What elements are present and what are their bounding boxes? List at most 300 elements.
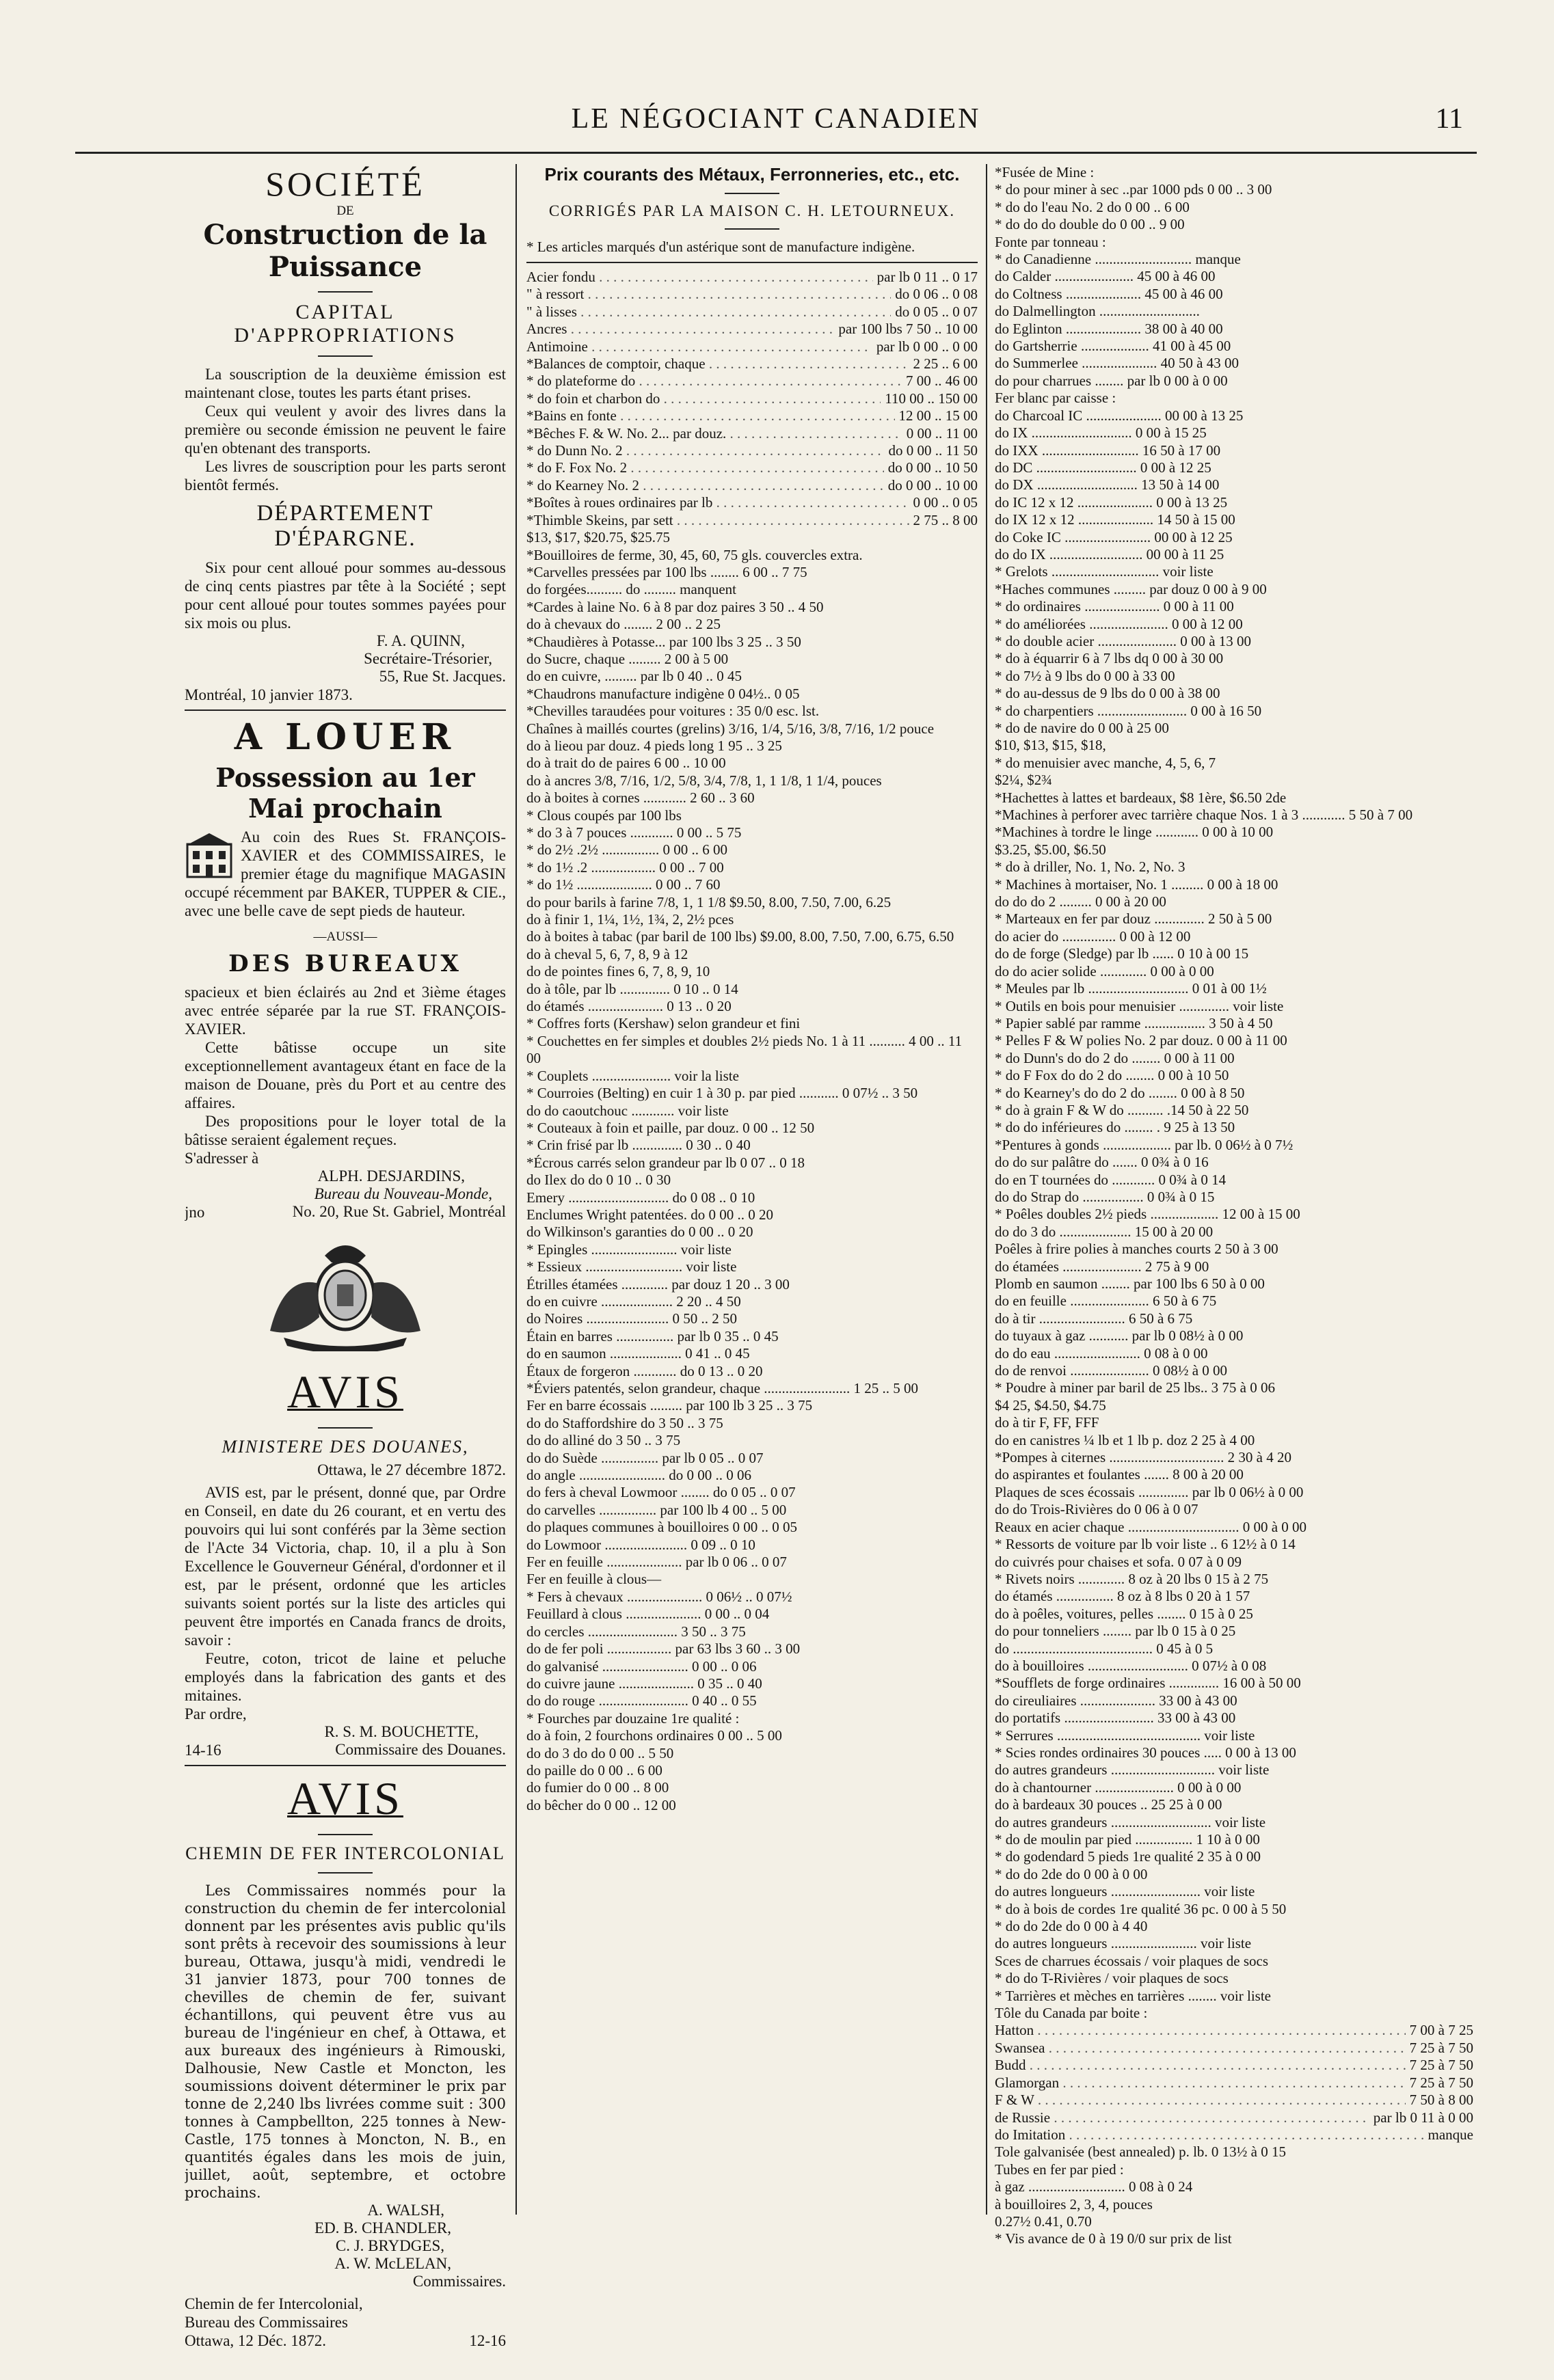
price-line: do à boites à cornes ............ 2 60 .. 3 60	[526, 789, 755, 807]
price-line: do Sucre, chaque ......... 2 00 à 5 00	[526, 650, 729, 667]
item-price: 7 00 .. 46 00	[906, 373, 978, 390]
price-line: * do pour miner à sec ..par 1000 pds 0 00 .. 3 00	[995, 181, 1272, 198]
price-line: do étamés ................ 8 oz à 8 lbs 0 20 à 1 57	[995, 1588, 1250, 1605]
price-row	[526, 355, 978, 373]
louer-signature-office: Bureau du Nouveau-Monde,	[314, 1185, 492, 1202]
price-line: *Pompes à citernes ................................ 2 30 à 4 20	[995, 1449, 1291, 1466]
price-line: do Ilex do do 0 10 .. 0 30	[526, 1172, 671, 1189]
price-line: do IXX ........................... 16 50 à 17 00	[995, 442, 1221, 459]
column-right	[995, 164, 1473, 2248]
price-row	[526, 321, 978, 338]
price-line: do do do 2 ......... 0 00 à 20 00	[995, 893, 1166, 910]
price-line: *Machines à tordre le linge ............ 0 00 à 10 00	[995, 824, 1274, 841]
price-line: do de pointes fines 6, 7, 8, 9, 10	[526, 963, 710, 980]
item-name: * do foin et charbon do . . .	[526, 390, 881, 407]
price-line: * Grelots .............................. voir liste	[995, 563, 1214, 580]
item-price: 7 25 à 7 50	[1409, 2057, 1473, 2074]
item-price: 7 25 à 7 50	[1409, 2074, 1473, 2091]
price-line: do DX ............................ 13 50 à 14 00	[995, 476, 1220, 493]
price-line: *Éviers patentés, selon grandeur, chaque ........................ 1 25 .. 5 00	[526, 1380, 919, 1396]
price-row	[526, 459, 978, 476]
price-line: do galvanisé ........................ 0 00 .. 0 06	[526, 1658, 757, 1675]
price-line: do do caoutchouc ............ voir liste	[526, 1102, 729, 1119]
price-line: * do de navire do 0 00 à 25 00	[995, 720, 1169, 736]
item-name: Ancres . . .	[526, 321, 834, 338]
price-line: do cireuliaires ..................... 33 00 à 43 00	[995, 1692, 1237, 1709]
societe-de: DE	[336, 204, 354, 218]
divider	[318, 1427, 373, 1429]
price-line: do en saumon .................... 0 41 .. 0 45	[526, 1345, 750, 1362]
header-rule	[75, 152, 1477, 154]
item-price: 7 00 à 7 25	[1409, 2022, 1473, 2039]
avis-date: Ottawa, le 27 décembre 1872.	[317, 1461, 506, 1478]
price-line: Feuillard à clous ..................... 0 00 .. 0 04	[526, 1606, 770, 1623]
price-line: do Noires ....................... 0 50 .. 2 50	[526, 1310, 737, 1327]
divider	[318, 1834, 373, 1835]
price-row	[995, 2022, 1473, 2039]
price-list-note: * Les articles marqués d'un astérique sont de manufacture indigène.	[526, 239, 915, 255]
price-line: do plaques communes à bouilloires 0 00 .. 0 05	[526, 1519, 798, 1536]
divider	[725, 193, 779, 194]
price-line: Poêles à frire polies à manches courts 2 50 à 3 00	[995, 1241, 1278, 1258]
item-name: de Russie . . .	[995, 2109, 1369, 2126]
price-line: do à ancres 3/8, 7/16, 1/2, 5/8, 3/4, 7/8, 1, 1 1/8, 1 1/4, pouces	[526, 772, 882, 789]
price-line: do à trait do de paires 6 00 .. 10 00	[526, 755, 726, 772]
price-line: * do 3 à 7 pouces ............ 0 00 .. 5 75	[526, 824, 742, 841]
price-line: * do do inférieures do ........ . 9 25 à 13 50	[995, 1119, 1235, 1136]
price-lines	[526, 529, 978, 1814]
price-row	[995, 2109, 1473, 2126]
price-line: * Fourches par douzaine 1re qualité :	[526, 1709, 740, 1727]
avis-footer-address	[185, 2295, 363, 2350]
item-name: *Bêches F. & W. No. 2... par douz. . . .	[526, 425, 902, 442]
price-line: do angle ........................ do 0 00 .. 0 06	[526, 1467, 751, 1484]
price-line: do do Suède ................ par lb 0 05 .. 0 07	[526, 1449, 764, 1466]
price-line: *Cardes à laine No. 6 à 8 par doz paires 3 50 .. 4 50	[526, 598, 824, 615]
louer-subtitle: Possession au 1er Mai prochain	[215, 762, 475, 824]
price-row	[526, 373, 978, 390]
price-line: * Serrures ........................................ voir liste	[995, 1727, 1255, 1744]
louer-paragraph: Des propositions pour le loyer total de la bâtisse seraient également reçues.	[185, 1113, 506, 1148]
price-line: * do 1½ ..................... 0 00 .. 7 60	[526, 876, 721, 893]
price-table	[526, 269, 978, 529]
price-line: *Soufflets de forge ordinaires .............. 16 00 à 50 00	[995, 1675, 1301, 1692]
price-line: *Chevilles taraudées pour voitures : 35 0/0 esc. lst.	[526, 703, 820, 720]
societe-paragraph: Six pour cent alloué pour sommes au-dessous de cinq cents piastres par tête à la Société ; sept pour cent alloué pour toutes sommes payées pour six mois ou plus.	[185, 559, 506, 632]
price-line: do à foin, 2 fourchons ordinaires 0 00 .. 5 00	[526, 1727, 782, 1744]
price-line: do IC 12 x 12 ..................... 0 00 à 13 25	[995, 493, 1228, 511]
price-line: do de renvoi ...................... 0 08½ à 0 00	[995, 1362, 1228, 1379]
avis-intercolonial-section	[185, 1772, 506, 2350]
price-line: do autres longueurs ........................ voir liste	[995, 1935, 1252, 1952]
price-line: * do 1½ .2 .................. 0 00 .. 7 00	[526, 858, 724, 876]
price-line: do Coke IC ........................ 00 00 à 12 25	[995, 528, 1233, 545]
item-name: Acier fondu . . .	[526, 269, 873, 286]
price-line: Fer en barre écossais ......... par 100 lb 3 25 .. 3 75	[526, 1397, 813, 1414]
item-price: manque	[1428, 2126, 1473, 2143]
price-row	[526, 269, 978, 286]
societe-dept-heading: DÉPARTEMENT D'ÉPARGNE.	[256, 501, 434, 551]
price-line: * Marteaux en fer par douz .............. 2 50 à 5 00	[995, 910, 1272, 928]
column-rule-left	[515, 164, 517, 2215]
price-line: do Wilkinson's garanties do 0 00 .. 0 20	[526, 1223, 753, 1241]
page-header	[75, 103, 1477, 150]
price-line: * do 2½ .2½ ................ 0 00 .. 6 00	[526, 841, 727, 858]
price-line: Reaux en acier chaque ............................... 0 00 à 0 00	[995, 1518, 1307, 1535]
price-line: do autres grandeurs ............................ voir liste	[995, 1813, 1266, 1830]
price-line: * Meules par lb ............................ 0 01 à 00 1½	[995, 980, 1267, 997]
price-row	[526, 286, 978, 303]
commissioner-signature: A. WALSH,	[367, 2202, 444, 2219]
avis-title: AVIS	[287, 1366, 403, 1418]
item-price: par lb 0 00 .. 0 00	[876, 338, 978, 355]
item-name: * do Kearney No. 2 . . .	[526, 477, 884, 494]
price-line: Tubes en fer par pied :	[995, 2161, 1124, 2178]
price-line: do autres longueurs ......................... voir liste	[995, 1883, 1255, 1900]
louer-paragraph: Au coin des Rues St. FRANÇOIS-XAVIER et des COMMISSAIRES, le premier étage du magnifique MAGASIN occupé récemment par BAKER, TUPPER & CIE., avec une belle cave de sept pieds de hauteur.	[185, 828, 506, 919]
price-line: Emery ............................ do 0 08 .. 0 10	[526, 1189, 755, 1206]
price-line: Plomb en saumon ........ par 100 lbs 6 50 à 0 00	[995, 1275, 1265, 1292]
price-line: * do menuisier avec manche, 4, 5, 6, 7	[995, 754, 1216, 771]
price-line: Étain en barres ................ par lb 0 35 .. 0 45	[526, 1327, 779, 1344]
item-name: *Thimble Skeins, par sett . . .	[526, 512, 909, 529]
price-line: * do à équarrir 6 à 7 lbs dq 0 00 à 30 00	[995, 650, 1224, 667]
item-price: par 100 lbs 7 50 .. 10 00	[838, 321, 978, 338]
item-name: *Bains en fonte . . .	[526, 407, 895, 424]
price-line: do Charcoal IC ..................... 00 00 à 13 25	[995, 407, 1244, 424]
price-line: * do double acier ...................... 0 00 à 13 00	[995, 632, 1252, 649]
price-line: * do à grain F & W do .......... .14 50 à 22 50	[995, 1101, 1249, 1118]
price-line: $13, $17, $20.75, $25.75	[526, 529, 670, 546]
price-row	[526, 477, 978, 494]
footer-line: Bureau des Commissaires	[185, 2314, 348, 2331]
item-price: par lb 0 11 à 0 00	[1373, 2109, 1473, 2126]
price-line: do cuivre jaune ..................... 0 35 .. 0 40	[526, 1675, 762, 1692]
price-line: do do sur palâtre do ....... 0 0¾ à 0 16	[995, 1154, 1209, 1171]
commissioner-signature: ED. B. CHANDLER,	[314, 2219, 451, 2236]
item-name: * do plateforme do . . .	[526, 373, 902, 390]
item-name: Swansea . . .	[995, 2040, 1406, 2057]
column-middle	[526, 164, 978, 1814]
price-line: do Gartsherrie ................... 41 00 à 45 00	[995, 338, 1231, 355]
item-price: 7 50 à 8 00	[1409, 2092, 1473, 2109]
price-row	[526, 425, 978, 442]
price-row	[995, 2126, 1473, 2144]
price-line: do IX 12 x 12 ..................... 14 50 à 15 00	[995, 511, 1235, 528]
avis-title: AVIS	[287, 1772, 403, 1824]
price-line: * do do T-Rivières / voir plaques de socs	[995, 1970, 1229, 1987]
newspaper-title: LE NÉGOCIANT CANADIEN	[571, 103, 981, 135]
item-price: do 0 06 .. 0 08	[895, 286, 978, 303]
price-line: $2¼, $2¾	[995, 772, 1052, 789]
column-left	[185, 164, 506, 2350]
louer-ref: jno	[185, 1204, 205, 1221]
commissioner-signature: C. J. BRYDGES,	[335, 2237, 444, 2254]
avis-subtitle: MINISTERE DES DOUANES,	[222, 1437, 469, 1457]
price-line: do do eau ........................ 0 08 à 0 00	[995, 1344, 1208, 1362]
price-line: do en T tournées do ............ 0 0¾ à 0 14	[995, 1171, 1227, 1188]
price-line: * do Dunn's do do 2 do ........ 0 00 à 11 00	[995, 1049, 1235, 1066]
price-line: * do améliorées ...................... 0 00 à 12 00	[995, 615, 1243, 632]
price-line: do cercles ......................... 3 50 .. 3 75	[526, 1623, 746, 1640]
price-line: do à bouilloires ............................ 0 07½ à 0 08	[995, 1657, 1267, 1674]
price-line: do en feuille ...................... 6 50 à 6 75	[995, 1293, 1217, 1310]
price-line: Fer en feuille ..................... par lb 0 06 .. 0 07	[526, 1554, 787, 1571]
price-line: do en canistres ¼ lb et 1 lb p. doz 2 25 à 4 00	[995, 1431, 1255, 1448]
price-line: * Coffres forts (Kershaw) selon grandeur et fini	[526, 1015, 801, 1032]
price-line: do tuyaux à gaz ........... par lb 0 08½ à 0 00	[995, 1327, 1244, 1344]
societe-paragraph: La souscription de la deuxième émission est maintenant close, toutes les parts étant prises.	[185, 366, 506, 401]
price-row	[995, 2057, 1473, 2074]
price-line: * Couchettes en fer simples et doubles 2½ pieds No. 1 à 11 .......... 4 00 .. 11 00	[526, 1032, 963, 1067]
price-line: do étamés ..................... 0 13 .. 0 20	[526, 998, 732, 1015]
price-row	[995, 2074, 1473, 2092]
louer-bureaux: DES BUREAUX	[228, 950, 462, 977]
price-line: do do 3 do .................... 15 00 à 20 00	[995, 1223, 1214, 1240]
price-line: do carvelles ................ par 100 lb 4 00 .. 5 00	[526, 1501, 787, 1518]
price-line: *Machines à perforer avec tarrière chaque Nos. 1 à 3 ............ 5 50 à 7 00	[995, 807, 1413, 824]
price-line: do do rouge ......................... 0 40 .. 0 55	[526, 1692, 757, 1709]
societe-date: Montréal, 10 janvier 1873.	[185, 686, 353, 703]
price-line: do pour barils à farine 7/8, 1, 1 1/8 $9.50, 8.00, 7.50, 7.00, 6.25	[526, 893, 892, 910]
item-price: par lb 0 11 .. 0 17	[876, 269, 978, 285]
item-name: " à ressort . . .	[526, 286, 891, 303]
avis-ref: 14-16	[185, 1742, 222, 1759]
item-name: * do Dunn No. 2 . . .	[526, 442, 885, 459]
price-line: * Tarrières et mèches en tarrières ........ voir liste	[995, 1987, 1271, 2004]
price-line: Fer en feuille à clous—	[526, 1571, 662, 1588]
price-line: * Essieux ........................... voir liste	[526, 1258, 737, 1275]
price-line: do en cuivre, ......... par lb 0 40 .. 0 45	[526, 668, 742, 685]
item-name: * do F. Fox No. 2 . . .	[526, 459, 884, 476]
price-line: do à tôle, par lb .............. 0 10 .. 0 14	[526, 980, 738, 997]
item-name: Glamorgan . . .	[995, 2074, 1406, 2092]
item-name: *Boîtes à roues ordinaires par lb . . .	[526, 494, 909, 511]
price-line: do Dalmellington ............................	[995, 303, 1200, 320]
item-price: do 0 00 .. 10 50	[887, 459, 978, 476]
societe-name: Construction de la Puissance	[203, 219, 487, 283]
price-line: do do 3 do do 0 00 .. 5 50	[526, 1744, 674, 1761]
louer-aussi: —AUSSI—	[313, 930, 377, 944]
price-row	[526, 442, 978, 459]
avis-subtitle: CHEMIN DE FER INTERCOLONIAL	[185, 1843, 505, 1863]
price-line: *Hachettes à lattes et bardeaux, $8 1ère, $6.50 2de	[995, 789, 1287, 806]
price-line: do paille do 0 00 .. 6 00	[526, 1761, 662, 1779]
price-line: * do do l'eau No. 2 do 0 00 .. 6 00	[995, 198, 1190, 215]
avis-douanes-section	[185, 1365, 506, 1759]
price-line: *Bouilloires de ferme, 30, 45, 60, 75 gls. couvercles extra.	[526, 546, 863, 563]
price-line: do forgées.......... do ......... manquent	[526, 581, 736, 598]
price-line: * do de moulin par pied ................ 1 10 à 0 00	[995, 1831, 1260, 1848]
price-line: * Pelles F & W polies No. 2 par douz. 0 00 à 11 00	[995, 1032, 1287, 1049]
commissioner-signature: A. W. McLELAN,	[334, 2255, 451, 2272]
price-line: do à tir F, FF, FFF	[995, 1414, 1099, 1431]
price-line: * do ordinaires ..................... 0 00 à 11 00	[995, 598, 1234, 615]
item-price: 7 25 à 7 50	[1409, 2039, 1473, 2056]
item-name: Antimoine . . .	[526, 338, 872, 355]
item-price: 2 25 .. 6 00	[913, 355, 978, 373]
louer-title: A LOUER	[234, 716, 457, 758]
price-line: Plaques de sces écossais .............. par lb 0 06½ à 0 00	[995, 1483, 1304, 1500]
avis-footer	[185, 2295, 506, 2350]
louer-footer	[185, 1203, 506, 1221]
price-line: do Calder ...................... 45 00 à 46 00	[995, 268, 1216, 285]
societe-address: 55, Rue St. Jacques.	[379, 668, 506, 685]
price-line: do Summerlee ..................... 40 50 à 43 00	[995, 355, 1239, 372]
price-row	[995, 2092, 1473, 2109]
price-line: do de fer poli .................. par 63 lbs 3 60 .. 3 00	[526, 1640, 801, 1658]
societe-signature: F. A. QUINN,	[376, 632, 465, 649]
price-line: *Fusée de Mine :	[995, 164, 1095, 180]
avis-ref: 12-16	[469, 2332, 506, 2349]
avis-footer	[185, 1741, 506, 1759]
section-rule	[526, 262, 978, 263]
price-line: do autres grandeurs ............................. voir liste	[995, 1761, 1270, 1779]
price-line: do Eglinton ..................... 38 00 à 40 00	[995, 320, 1223, 337]
item-price: do 0 05 .. 0 07	[895, 303, 978, 320]
price-line: do à cheval 5, 6, 7, 8, 9 à 12	[526, 945, 688, 962]
price-line: Fer blanc par caisse :	[995, 390, 1116, 407]
price-line: do do IX .......................... 00 00 à 11 25	[995, 545, 1224, 563]
item-name: *Balances de comptoir, chaque . . .	[526, 355, 909, 373]
price-line: à gaz ........................... 0 08 à 0 24	[995, 2178, 1193, 2195]
price-line: Étrilles étamées ............. par douz 1 20 .. 3 00	[526, 1275, 790, 1293]
price-line: * Rivets noirs ............. 8 oz à 20 lbs 0 15 à 2 75	[995, 1570, 1269, 1587]
column-rule-right	[986, 164, 987, 2215]
price-line: * do au-dessus de 9 lbs do 0 00 à 38 00	[995, 685, 1220, 702]
price-line: *Haches communes ......... par douz 0 00 à 9 00	[995, 580, 1267, 597]
item-price: do 0 00 .. 11 50	[888, 442, 978, 459]
price-line: do Lowmoor ....................... 0 09 .. 0 10	[526, 1536, 755, 1553]
price-line: * Couplets ...................... voir la liste	[526, 1067, 739, 1084]
divider	[318, 1872, 373, 1874]
price-line: do à tir ........................ 6 50 à 6 75	[995, 1310, 1193, 1327]
louer-adresser: S'adresser à	[185, 1150, 259, 1167]
price-line: * do charpentiers ......................... 0 00 à 16 50	[995, 702, 1262, 719]
royal-crest-icon	[256, 1235, 434, 1351]
price-line: * Couteaux à foin et paille, par douz. 0 00 .. 12 50	[526, 1119, 815, 1136]
price-line: do ....................................... 0 45 à 0 5	[995, 1640, 1214, 1657]
price-line: $4 25, $4.50, $4.75	[995, 1396, 1106, 1414]
price-line: do à finir 1, 1¼, 1½, 1¾, 2, 2½ pces	[526, 911, 734, 928]
avis-paragraph: Les Commissaires nommés pour la construction du chemin de fer intercolonial donnent par les présentes avis public qu'ils sont prêts à recevoir des soumissions à leur bureau, Ottawa, jusqu'à midi, vendredi le 31 janvier 1873, pour 700 tonnes de chevilles de chemin de fer, suivant échantillons, qui peuvent être vus au bureau de l'ingénieur en chef, à Ottawa, et aux bureaux des ingénieurs à Rimouski, Dalhousie, New Castle et Moncton, les soumissions doivent déterminer le prix par tonne de 2,240 lbs livrées comme suit : 300 tonnes à Campbellton, 225 tonnes à New-Castle, 175 tonnes à Moncton, N. B., en quantités égales dans les mois de juin, juillet, août, septembre, et octobre prochains.	[185, 1882, 506, 2201]
divider	[725, 228, 779, 230]
price-line: do do Strap do ................. 0 0¾ à 0 15	[995, 1188, 1215, 1205]
price-row	[526, 390, 978, 407]
price-line: do DC ............................ 0 00 à 12 25	[995, 459, 1211, 476]
price-line: * Vis avance de 0 à 19 0/0 sur prix de list	[995, 2230, 1232, 2247]
price-line: * do godendard 5 pieds 1re qualité 2 35 à 0 00	[995, 1848, 1261, 1865]
item-name: " à lisses . . .	[526, 303, 891, 321]
louer-signature: ALPH. DESJARDINS,	[317, 1167, 465, 1185]
divider	[318, 291, 373, 293]
item-price: 110 00 .. 150 00	[885, 390, 978, 407]
price-line: * Clous coupés par 100 lbs	[526, 807, 682, 824]
price-line: Tôle du Canada par boite :	[995, 2005, 1148, 2022]
price-line: * Poudre à miner par baril de 25 lbs.. 3 75 à 0 06	[995, 1379, 1275, 1396]
price-row	[995, 2040, 1473, 2057]
building-icon	[185, 830, 234, 878]
item-price: 0 00 .. 0 05	[913, 494, 978, 511]
price-line: do Coltness ..................... 45 00 à 46 00	[995, 285, 1223, 302]
price-line: do pour charrues ........ par lb 0 00 à 0 00	[995, 372, 1228, 389]
price-line: * do do do double do 0 00 .. 9 00	[995, 216, 1185, 233]
section-rule	[185, 1765, 506, 1766]
price-line: do fumier do 0 00 .. 8 00	[526, 1779, 669, 1796]
avis-signature-role: Commissaire des Douanes.	[335, 1741, 506, 1758]
price-line: * Epingles ........................ voir liste	[526, 1241, 732, 1258]
price-line: do à chantourner ...................... 0 00 à 0 00	[995, 1779, 1242, 1796]
price-line: $3.25, $5.00, $6.50	[995, 841, 1106, 858]
avis-paragraph: Feutre, coton, tricot de laine et peluche employés dans la fabrication des gants et des mitaines.	[185, 1650, 506, 1704]
avis-par-ordre: Par ordre,	[185, 1705, 247, 1722]
price-line: do de forge (Sledge) par lb ...... 0 10 à 00 15	[995, 945, 1249, 962]
price-list-title: Prix courants des Métaux, Ferronneries, etc., etc.	[544, 164, 960, 185]
avis-paragraph: AVIS est, par le présent, donné que, par Ordre en Conseil, en date du 26 courant, et en vertu des pouvoirs qui lui sont conférés par la 3ème section de l'Acte 34 Victoria, chap. 10, il a plu à Son Excellence le Gouverneur Général, d'ordonner et il est, par le présent, ordonné que les articles suivants soient portés sur la liste des articles qui peuvent être importés en Canada francs de droits, savoir :	[185, 1484, 506, 1649]
price-line: * Fers à chevaux ..................... 0 06½ .. 0 07½	[526, 1588, 792, 1605]
price-line: do acier do ............... 0 00 à 12 00	[995, 928, 1191, 945]
price-line: * do Kearney's do do 2 do ........ 0 00 à 8 50	[995, 1084, 1245, 1101]
price-line: do do Staffordshire do 3 50 .. 3 75	[526, 1414, 723, 1431]
price-line: Sces de charrues écossais / voir plaques de socs	[995, 1952, 1269, 1969]
societe-paragraph: Ceux qui veulent y avoir des livres dans la première ou seconde émission ne peuvent le faire qu'en obtenant des transports.	[185, 403, 506, 457]
price-line: *Chaudrons manufacture indigène 0 04½.. 0 05	[526, 685, 800, 702]
louer-paragraph: Cette bâtisse occupe un site exceptionnellement avantageux étant en face de la maison de Douane, près du Port et au centre des affaires.	[185, 1039, 506, 1111]
price-row	[526, 512, 978, 529]
item-name: F & W . . .	[995, 2092, 1406, 2109]
price-line: * do à bois de cordes 1re qualité 36 pc. 0 00 à 5 50	[995, 1900, 1287, 1917]
price-line: * do à driller, No. 1, No. 2, No. 3	[995, 858, 1185, 876]
price-lines	[995, 164, 1473, 2022]
price-line: do do acier solide ............. 0 00 à 0 00	[995, 962, 1214, 979]
price-row	[526, 303, 978, 321]
price-line: * Courroies (Belting) en cuir 1 à 30 p. par pied ........... 0 07½ .. 3 50	[526, 1085, 918, 1102]
price-line: * Papier sablé par ramme ................. 3 50 à 4 50	[995, 1014, 1273, 1031]
societe-signature-role: Secrétaire-Trésorier,	[364, 650, 492, 667]
item-name: do Imitation . . .	[995, 2126, 1424, 2144]
louer-address: No. 20, Rue St. Gabriel, Montréal	[292, 1203, 506, 1220]
price-row	[526, 407, 978, 424]
item-price: 0 00 .. 11 00	[906, 424, 978, 442]
commissioner-role: Commissaires.	[412, 2273, 506, 2290]
price-line: do IX ............................ 0 00 à 15 25	[995, 424, 1207, 442]
footer-line: Chemin de fer Intercolonial,	[185, 2295, 363, 2312]
societe-paragraph: Les livres de souscription pour les parts seront bientôt fermés.	[185, 458, 506, 493]
price-line: do portatifs ......................... 33 00 à 43 00	[995, 1709, 1236, 1727]
societe-capital: CAPITAL D'APPROPRIATIONS	[234, 301, 457, 347]
price-line: do à boites à tabac (par baril de 100 lbs) $9.00, 8.00, 7.50, 7.00, 6.75, 6.50	[526, 928, 954, 945]
price-line: do pour tonneliers ........ par lb 0 15 à 0 25	[995, 1623, 1236, 1640]
item-name: Hatton . . .	[995, 2022, 1406, 2039]
price-list-source: CORRIGÉS PAR LA MAISON C. H. LETOURNEUX.	[548, 202, 956, 219]
price-line: 0.27½ 0.41, 0.70	[995, 2213, 1092, 2230]
price-line: * do Canadienne ........................... manque	[995, 251, 1241, 268]
price-line: do à lieou par douz. 4 pieds long 1 95 .. 3 25	[526, 737, 782, 754]
price-line: do à poêles, voitures, pelles ........ 0 15 à 0 25	[995, 1605, 1253, 1622]
price-row	[526, 494, 978, 511]
price-line: do cuivrés pour chaises et sofa. 0 07 à 0 09	[995, 1553, 1242, 1570]
item-price: do 0 00 .. 10 00	[887, 476, 978, 493]
tole-table	[995, 2022, 1473, 2144]
price-line: *Pentures à gonds ................... par lb. 0 06½ à 0 7½	[995, 1136, 1294, 1153]
price-line: do do alliné do 3 50 .. 3 75	[526, 1432, 681, 1449]
price-line: Tole galvanisée (best annealed) p. lb. 0 13½ à 0 15	[995, 2144, 1286, 2161]
price-lines-end	[995, 2144, 1473, 2247]
societe-title: SOCIÉTÉ	[265, 165, 425, 203]
price-line: * do 7½ à 9 lbs do 0 00 à 33 00	[995, 667, 1175, 684]
price-line: do do Trois-Rivières do 0 06 à 0 07	[995, 1501, 1198, 1518]
price-line: à bouilloires 2, 3, 4, pouces	[995, 2195, 1153, 2213]
